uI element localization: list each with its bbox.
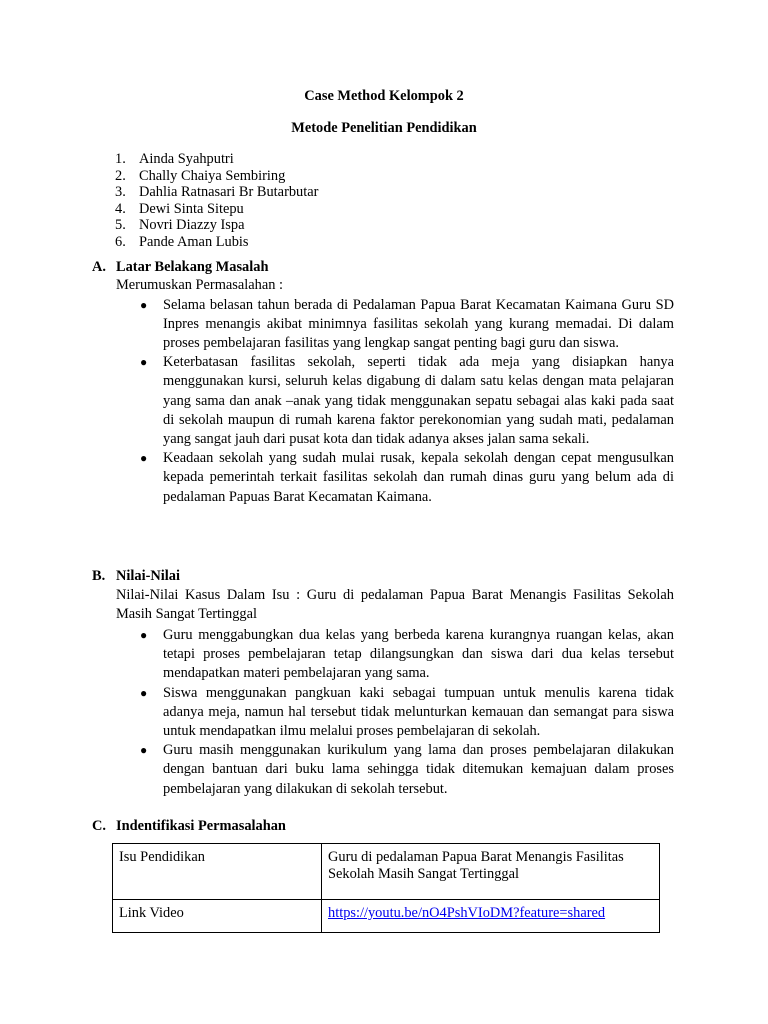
bullet-icon: ● bbox=[140, 451, 148, 466]
bullet-text: Keterbatasan fasilitas sekolah, seperti tidak ada meja yang disiapkan hanya menggunakan kursi, seluruh kelas digabung di dalam satu kelas dengan mata pelajaran yang sama dan anak –anak yang tidak menggunakan sepatu sebagai alas kaki pada saat di sekolah maupun di rumah karena faktor perekonomian yang sudah mati, pedalaman yang sangat jauh dari pusat kota dan tidak adanya akses jalan sama sekali. bbox=[163, 354, 674, 448]
section-latar-belakang bbox=[92, 259, 674, 507]
member-number: 3. bbox=[115, 184, 126, 201]
document-title: Case Method Kelompok 2 bbox=[304, 88, 464, 104]
bullet-item bbox=[140, 741, 674, 799]
bullet-icon: ● bbox=[140, 743, 148, 758]
member-item bbox=[115, 184, 615, 201]
member-number: 2. bbox=[115, 167, 126, 184]
bullet-text: Keadaan sekolah yang sudah mulai rusak, kepala sekolah dengan cepat mengusulkan kepada pemerintah terkait fasilitas sekolah dan rumah dinas guru yang belum ada di pedalaman Papuas Barat Kecamatan Kaimana. bbox=[163, 450, 674, 505]
section-letter: A. bbox=[92, 259, 106, 275]
member-number: 4. bbox=[115, 200, 126, 217]
member-number: 5. bbox=[115, 217, 126, 234]
identification-table bbox=[112, 843, 660, 933]
section-heading bbox=[92, 568, 674, 586]
bullet-item bbox=[140, 684, 674, 742]
member-name: Ainda Syahputri bbox=[139, 151, 234, 167]
section-nilai-nilai bbox=[92, 568, 674, 799]
bullet-text: Guru menggabungkan dua kelas yang berbeda karena kurangnya ruangan kelas, akan tetapi proses pembelajaran tetap dilangsungkan dan siswa dari dua kelas tersebut mendapatkan materi pembelajaran yang sama. bbox=[163, 627, 674, 682]
section-heading bbox=[92, 818, 674, 836]
section-letter: B. bbox=[92, 568, 106, 584]
bullet-list bbox=[92, 626, 674, 799]
member-list bbox=[115, 151, 615, 251]
bullet-text: Selama belasan tahun berada di Pedalaman Papua Barat Kecamatan Kaimana Guru SD Inpres menangis akibat minimnya fasilitas sekolah yang kurang memadai. Di dalam proses pembelajaran fasilitas yang lengkap sangat penting bagi guru dan siswa. bbox=[163, 296, 674, 351]
table-row bbox=[113, 844, 660, 900]
member-name: Novri Diazzy Ispa bbox=[139, 217, 245, 234]
bullet-text: Siswa menggunakan pangkuan kaki sebagai tumpuan untuk menulis karena tidak adanya meja, namun hal tersebut tidak melunturkan kemauan dan semangat para siswa untuk mendapatkan ilmu melalui proses pembelajaran di sekolah. bbox=[163, 684, 674, 740]
member-item bbox=[115, 234, 615, 251]
member-name: Pande Aman Lubis bbox=[139, 233, 249, 250]
table-cell-label: Link Video bbox=[113, 900, 322, 933]
section-heading bbox=[92, 259, 674, 277]
member-item bbox=[115, 168, 615, 185]
table-row bbox=[113, 900, 660, 933]
member-item bbox=[115, 217, 615, 234]
section-identifikasi bbox=[92, 818, 674, 836]
member-name: Dahlia Ratnasari Br Butarbutar bbox=[139, 184, 319, 201]
bullet-item bbox=[140, 353, 674, 449]
member-number: 6. bbox=[115, 233, 126, 250]
member-name: Dewi Sinta Sitepu bbox=[139, 200, 244, 217]
section-title: Latar Belakang Masalah bbox=[116, 259, 269, 275]
bullet-list bbox=[92, 296, 674, 507]
member-item bbox=[115, 151, 615, 168]
section-intro: Nilai-Nilai Kasus Dalam Isu : Guru di pedalaman Papua Barat Menangis Fasilitas Sekolah Masih Sangat Tertinggal bbox=[116, 587, 674, 622]
table-cell-value bbox=[322, 900, 660, 933]
table-cell-label: Isu Pendidikan bbox=[113, 844, 322, 900]
bullet-item bbox=[140, 626, 674, 684]
bullet-icon: ● bbox=[140, 297, 148, 312]
bullet-text: Guru masih menggunakan kurikulum yang lama dan proses pembelajaran dilakukan dengan bantuan dari buku lama sehingga tidak ditemukan kemajuan dalam proses pembelajaran yang dilakukan di sekolah tersebut. bbox=[163, 742, 674, 797]
section-intro: Merumuskan Permasalahan : bbox=[116, 277, 284, 293]
member-name: Chally Chaiya Sembiring bbox=[139, 167, 286, 184]
section-title: Indentifikasi Permasalahan bbox=[116, 818, 286, 834]
document-subtitle: Metode Penelitian Pendidikan bbox=[291, 120, 477, 136]
video-link[interactable]: https://youtu.be/nO4PshVIoDM?feature=shared bbox=[328, 905, 606, 921]
section-letter: C. bbox=[92, 818, 106, 834]
bullet-icon: ● bbox=[140, 685, 148, 700]
bullet-icon: ● bbox=[140, 355, 148, 370]
section-title: Nilai-Nilai bbox=[116, 568, 180, 584]
bullet-icon: ● bbox=[140, 628, 148, 642]
table-cell-value: Guru di pedalaman Papua Barat Menangis Fasilitas Sekolah Masih Sangat Tertinggal bbox=[322, 844, 660, 900]
bullet-item bbox=[140, 449, 674, 507]
bullet-item bbox=[140, 296, 674, 354]
member-number: 1. bbox=[115, 151, 126, 167]
member-item bbox=[115, 201, 615, 218]
